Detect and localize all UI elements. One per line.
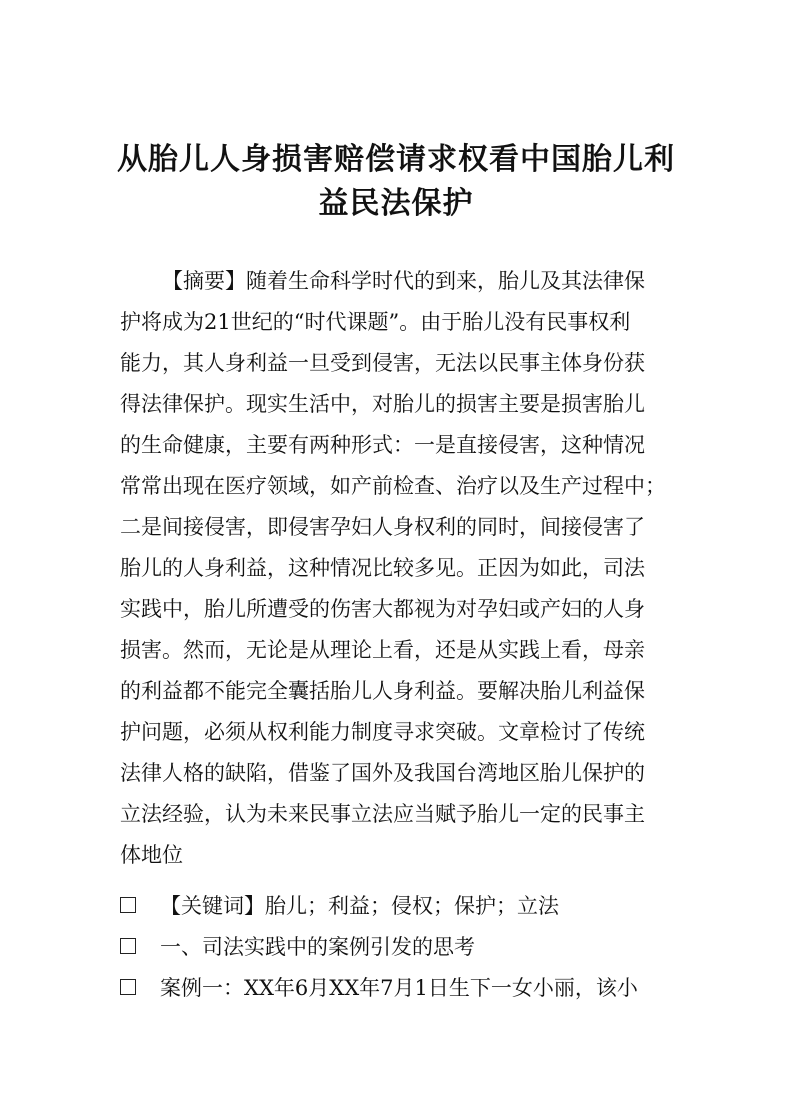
document-title [110, 138, 682, 226]
abstract-line-3: 能力，其人身利益一旦受到侵害，无法以民事主体身份获 [120, 351, 645, 375]
abstract-line-1: 【摘要】随着生命科学时代的到来，胎儿及其法律保 [162, 269, 645, 293]
abstract-line-9: 实践中，胎儿所遭受的伤害大都视为对孕妇或产妇的人身 [120, 597, 645, 621]
abstract-paragraph [120, 261, 680, 876]
abstract-line-4: 得法律保护。现实生活中，对胎儿的损害主要是损害胎儿 [120, 392, 645, 416]
checkbox-square-icon [120, 979, 136, 995]
paragraph-list [120, 884, 680, 1007]
abstract-line-12: 护问题，必须从权利能力制度寻求突破。文章检讨了传统 [120, 720, 645, 744]
abstract-line-7: 二是间接侵害，即侵害孕妇人身权利的同时，间接侵害了 [120, 515, 645, 539]
checkbox-square-icon [120, 897, 136, 913]
checkbox-square-icon [120, 938, 136, 954]
case-text: 案例一：XX年6月XX年7月1日生下一女小丽，该小 [160, 975, 638, 1000]
abstract-line-8: 胎儿的人身利益，这种情况比较多见。正因为如此，司法 [120, 556, 645, 580]
abstract-line-5: 的生命健康，主要有两种形式：一是直接侵害，这种情况 [120, 433, 645, 457]
abstract-line-6: 常常出现在医疗领域，如产前检查、治疗以及生产过程中； [120, 474, 666, 498]
abstract-line-14: 立法经验，认为未来民事立法应当赋予胎儿一定的民事主 [120, 802, 645, 826]
abstract-line-10: 损害。然而，无论是从理论上看，还是从实践上看，母亲 [120, 638, 645, 662]
list-item [120, 925, 680, 966]
keywords-text: 【关键词】胎儿；利益；侵权；保护；立法 [160, 893, 559, 918]
section-heading-text: 一、司法实践中的案例引发的思考 [160, 934, 475, 959]
abstract-line-15: 体地位 [120, 843, 183, 867]
list-item [120, 884, 680, 925]
abstract-line-11: 的利益都不能完全囊括胎儿人身利益。要解决胎儿利益保 [120, 679, 645, 703]
list-item [120, 966, 680, 1007]
abstract-line-2: 护将成为21世纪的“时代课题”。由于胎儿没有民事权利 [120, 310, 631, 334]
title-line-1: 从胎儿人身损害赔偿请求权看中国胎儿利 [117, 142, 675, 177]
title-line-2: 益民法保护 [318, 186, 474, 221]
abstract-line-13: 法律人格的缺陷，借鉴了国外及我国台湾地区胎儿保护的 [120, 761, 645, 785]
